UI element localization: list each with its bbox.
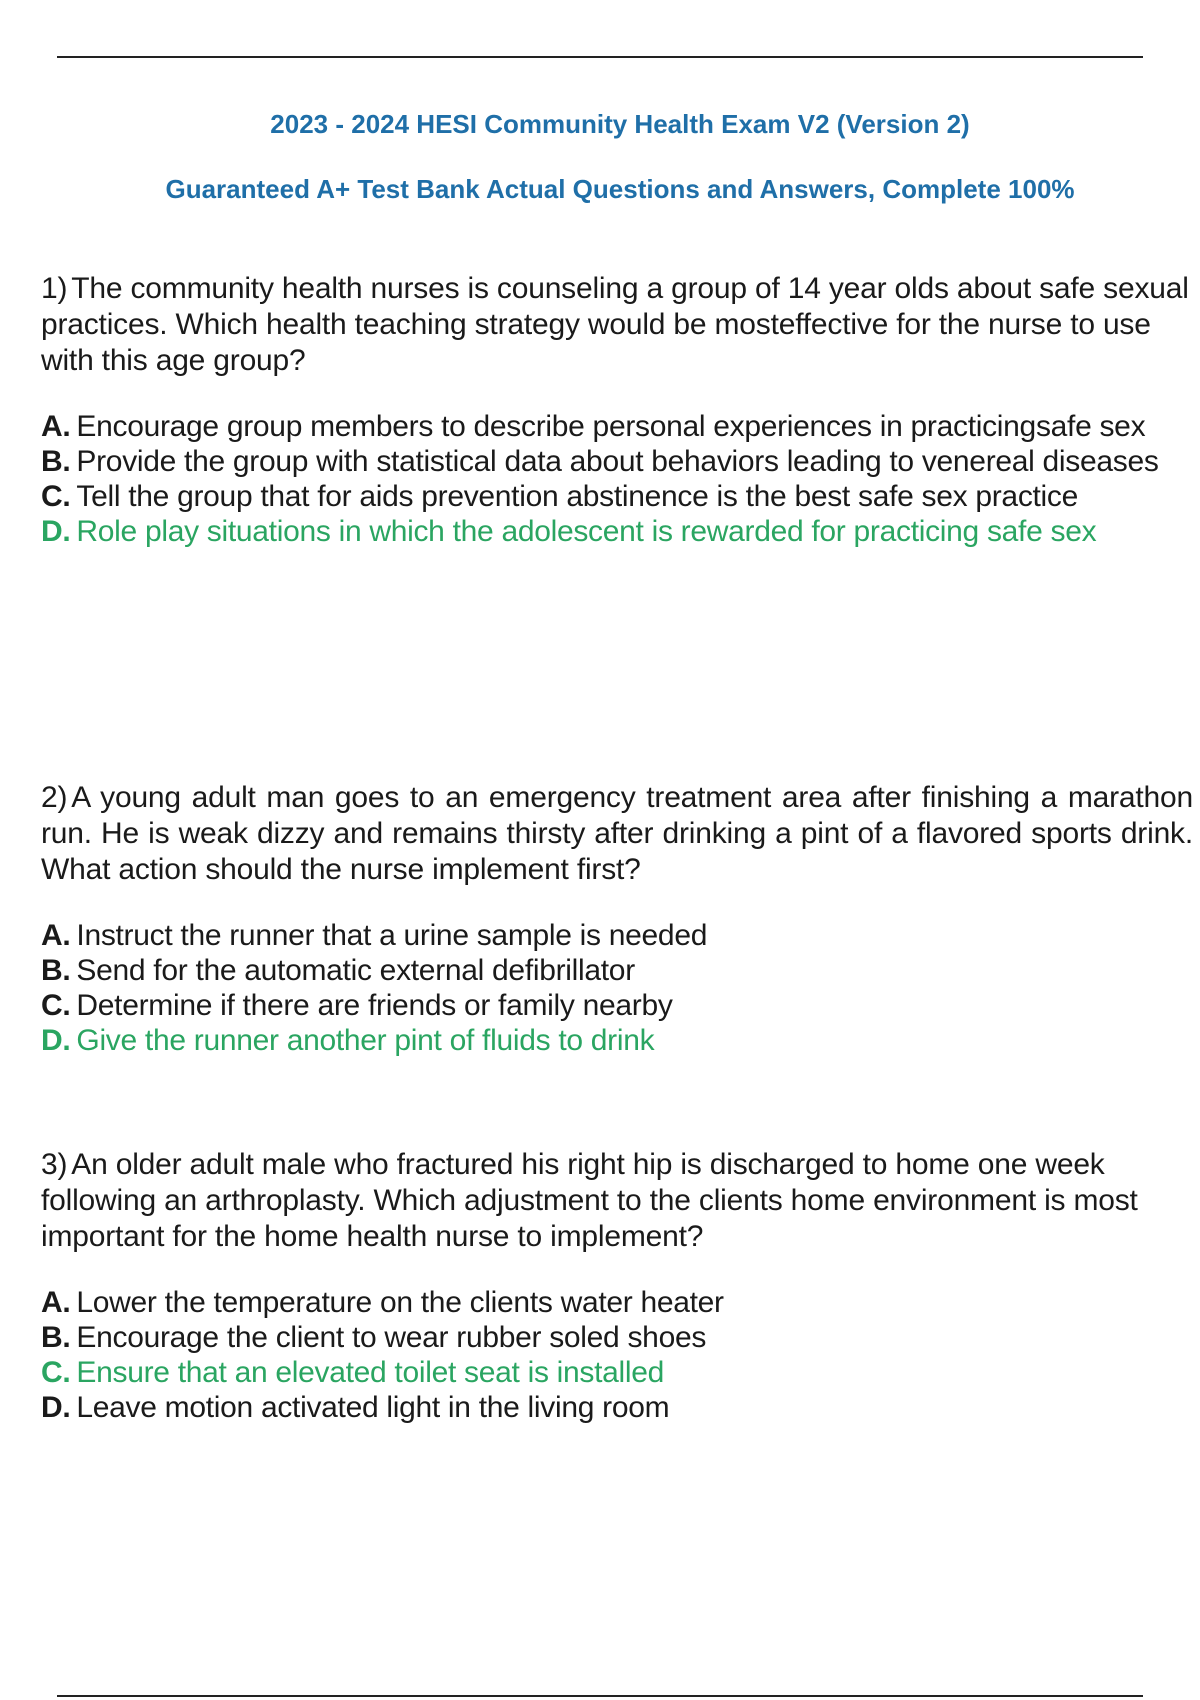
document-subtitle: Guaranteed A+ Test Bank Actual Questions and Answers, Complete 100%	[165, 174, 1075, 204]
option-letter: D.	[41, 515, 71, 548]
question-number: 1)	[41, 272, 68, 305]
option-text: Provide the group with statistical data about behaviors leading to venereal diseases	[76, 445, 1159, 478]
option-text: Lower the temperature on the clients water heater	[76, 1286, 724, 1319]
question-1	[41, 271, 1193, 549]
answer-options	[41, 918, 1193, 1058]
answer-options	[41, 1285, 1193, 1425]
option-text: Ensure that an elevated toilet seat is installed	[76, 1356, 665, 1389]
answer-option-c-correct	[41, 1355, 1193, 1390]
option-text: Leave motion activated light in the living room	[76, 1391, 670, 1424]
option-text: Encourage group members to describe personal experiences in practicingsafe sex	[76, 410, 1146, 443]
answer-option-d	[41, 1390, 1193, 1425]
option-text: Send for the automatic external defibrillator	[76, 954, 635, 987]
option-text: Instruct the runner that a urine sample is needed	[76, 919, 708, 952]
answer-option-c	[41, 988, 1193, 1023]
answer-options	[41, 409, 1193, 549]
option-text: Encourage the client to wear rubber soled shoes	[76, 1321, 707, 1354]
question-text: An older adult male who fractured his right hip is discharged to home one week following an arthroplasty. Which adjustment to the clients home environment is most important for the home health nurse to implement?	[41, 1148, 1138, 1253]
answer-option-a	[41, 1285, 1193, 1320]
answer-option-c	[41, 479, 1193, 514]
answer-option-b	[41, 1320, 1193, 1355]
question-number: 3)	[41, 1148, 68, 1181]
option-letter: C.	[41, 989, 71, 1022]
question-text: The community health nurses is counseling a group of 14 year olds about safe sexual practices. Which health teaching strategy would be mosteffective for the nurse to use with this age group?	[41, 272, 1189, 377]
question-stem	[41, 1147, 1193, 1255]
question-number: 2)	[41, 781, 68, 814]
answer-option-b	[41, 953, 1193, 988]
option-letter: C.	[41, 480, 71, 513]
answer-option-d-correct	[41, 514, 1193, 549]
answer-option-a	[41, 918, 1193, 953]
answer-option-d-correct	[41, 1023, 1193, 1058]
question-stem	[41, 271, 1193, 379]
question-text: A young adult man goes to an emergency treatment area after finishing a marathon run. He is weak dizzy and remains thirsty after drinking a pint of a flavored sports drink. What action should the nurse implement first?	[41, 781, 1193, 886]
bottom-divider	[57, 1695, 1143, 1697]
question-3	[41, 1147, 1193, 1425]
option-letter: D.	[41, 1391, 71, 1424]
option-text: Tell the group that for aids prevention abstinence is the best safe sex practice	[76, 480, 1079, 513]
top-divider	[57, 56, 1143, 58]
option-text: Role play situations in which the adolescent is rewarded for practicing safe sex	[76, 515, 1097, 548]
question-stem	[41, 780, 1193, 888]
option-letter: B.	[41, 1321, 71, 1354]
option-text: Give the runner another pint of fluids to drink	[76, 1024, 655, 1057]
option-letter: A.	[41, 410, 71, 443]
option-letter: B.	[41, 445, 71, 478]
option-letter: A.	[41, 1286, 71, 1319]
document-title: 2023 - 2024 HESI Community Health Exam V2 (Version 2)	[270, 109, 970, 139]
option-text: Determine if there are friends or family nearby	[76, 989, 673, 1022]
answer-option-a	[41, 409, 1193, 444]
option-letter: A.	[41, 919, 71, 952]
answer-option-b	[41, 444, 1193, 479]
option-letter: C.	[41, 1356, 71, 1389]
option-letter: D.	[41, 1024, 71, 1057]
question-2	[41, 780, 1193, 1058]
option-letter: B.	[41, 954, 71, 987]
